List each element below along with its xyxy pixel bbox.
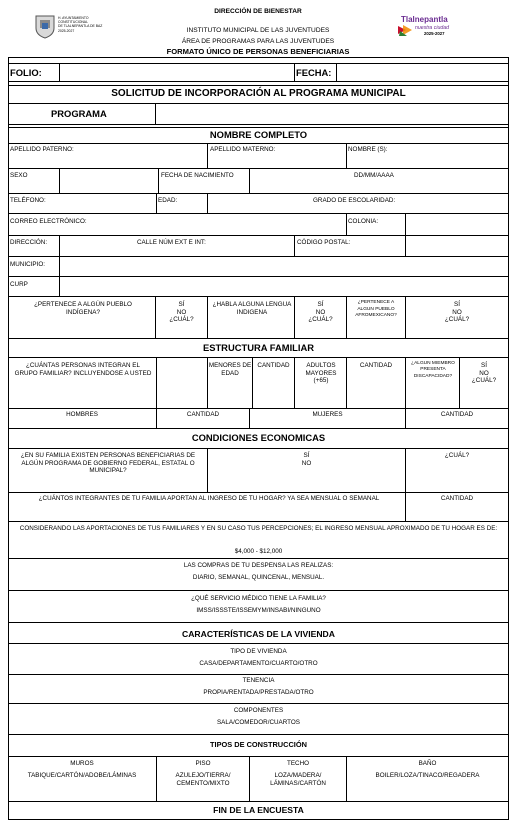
beneficiarias-cual-label: ¿CUÁL? <box>444 452 470 459</box>
edad-label: EDAD: <box>158 197 178 204</box>
tipo-vivienda-label: TIPO DE VIVIENDA <box>230 648 287 655</box>
programa-label: PROGRAMA <box>51 108 107 119</box>
correo-label: CORREO ELECTRÓNICO: <box>10 218 87 225</box>
formato-title: FORMATO ÚNICO DE PERSONAS BENEFICIARIAS <box>166 47 350 56</box>
ingreso-range[interactable]: $4,000 - $12,000 <box>234 548 283 555</box>
vivienda-section-title: CARACTERÍSTICAS DE LA VIVIENDA <box>182 629 335 639</box>
nombres-label: NOMBRE (S): <box>348 146 388 153</box>
area-title: ÁREA DE PROGRAMAS PARA LAS JUVENTUDES <box>181 38 335 45</box>
compras-options[interactable]: DIARIO, SEMANAL, QUINCENAL, MENSUAL. <box>192 574 325 581</box>
integrantes-cantidad-label: CANTIDAD <box>440 495 474 502</box>
escolaridad-label: GRADO DE ESCOLARIDAD: <box>313 197 396 204</box>
condiciones-section-title: CONDICIONES ECONOMICAS <box>191 432 326 443</box>
sexo-label: SEXO <box>10 172 28 179</box>
medico-question: ¿QUÉ SERVICIO MÉDICO TIENE LA FAMILIA? <box>191 595 326 602</box>
piso-options[interactable]: AZULEJO/TIERRA/ CEMENTO/MIXTO <box>175 772 231 787</box>
muros-label: MUROS <box>70 760 94 767</box>
personas-question: ¿CUÁNTAS PERSONAS INTEGRAN EL GRUPO FAMILIAR? INCLUYENDOSE A USTED <box>14 362 152 377</box>
apellido-materno-label: APELLIDO MATERNO: <box>210 146 276 153</box>
lengua-question: ¿HABLA ALGUNA LENGUA INDIGENA <box>212 301 292 316</box>
fin-encuesta: FIN DE LA ENCUESTA <box>213 805 304 815</box>
programa-field[interactable] <box>156 104 508 124</box>
tipo-vivienda-options[interactable]: CASA/DEPARTAMENTO/CUARTO/OTRO <box>199 660 318 667</box>
afro-options[interactable]: SÍ NO ¿CUÁL? <box>444 301 470 324</box>
componentes-options[interactable]: SALA/COMEDOR/CUARTOS <box>216 719 301 726</box>
direccion-title: DIRECCIÓN DE BIENESTAR <box>214 8 302 15</box>
muros-options[interactable]: TABIQUE/CARTÓN/ADOBE/LÁMINAS <box>27 772 137 779</box>
afro-question: ¿PERTENECE A ALGUN PUEBLO AFROMEXICANO? <box>355 300 397 319</box>
nombre-section-title: NOMBRE COMPLETO <box>209 129 308 140</box>
apellido-paterno-label: APELLIDO PATERNO: <box>10 146 74 153</box>
sexo-field[interactable] <box>60 169 158 193</box>
menores-label: MENORES DE EDAD <box>208 362 252 377</box>
cantidad-label-1: CANTIDAD <box>257 362 290 369</box>
municipio-label: MUNICIPIO: <box>10 261 45 268</box>
direccion-label: DIRECCIÓN: <box>10 239 48 246</box>
lengua-options[interactable]: SÍ NO ¿CUÁL? <box>308 301 333 324</box>
techo-label: TECHO <box>286 760 310 767</box>
fecha-nacimiento-label: FECHA DE NACIMIENTO <box>161 172 234 179</box>
pueblo-options[interactable]: SÍ NO ¿CUÁL? <box>169 301 194 324</box>
adultos-mayores-label: ADULTOS MAYORES (+65) <box>305 362 337 385</box>
folio-field[interactable] <box>60 64 294 81</box>
tlalnepantla-logo: Tlalnepantla nuestra ciudad 2025-2027 <box>397 15 477 43</box>
beneficiarias-question: ¿EN SU FAMILIA EXISTEN PERSONAS BENEFICIARIAS DE ALGÚN PROGRAMA DE GOBIERNO FEDERAL, ESTATAL O MUNICIPAL? <box>20 452 196 475</box>
estructura-section-title: ESTRUCTURA FAMILIAR <box>202 342 315 353</box>
codigo-postal-label: CÓDIGO POSTAL: <box>297 239 351 246</box>
pueblo-indigena-question: ¿PERTENECE A ALGÚN PUEBLO INDÍGENA? <box>34 301 132 316</box>
municipio-field[interactable] <box>60 257 508 276</box>
discapacidad-question: ¿ALGUN MIEMBRO PRESENTA DISCAPACIDAD? <box>411 361 455 379</box>
telefono-label: TELÉFONO: <box>10 197 46 204</box>
tenencia-label: TENENCIA <box>242 677 275 684</box>
mujeres-label: MUJERES <box>312 411 343 418</box>
bano-options[interactable]: BOILER/LOZA/TINACO/REGADERA <box>375 772 480 779</box>
curp-label: CURP <box>10 281 28 288</box>
date-format-hint: DD/MM/AAAA <box>354 172 394 179</box>
compras-question: LAS COMPRAS DE TU DESPENSA LAS REALIZAS: <box>183 562 334 569</box>
fecha-field[interactable] <box>337 64 508 81</box>
cantidad-mujeres-label: CANTIDAD <box>440 411 474 418</box>
techo-options[interactable]: LOZA/MADERA/ LÁMINAS/CARTÓN <box>270 772 326 787</box>
medico-options[interactable]: IMSS/ISSSTE/ISSEMYM/INSABI/NINGUNO <box>196 607 321 614</box>
instituto-title: INSTITUTO MUNICIPAL DE LAS JUVENTUDES <box>186 27 330 34</box>
piso-label: PISO <box>195 760 211 767</box>
form-title: SOLICITUD DE INCORPORACIÓN AL PROGRAMA MUNICIPAL <box>111 88 406 99</box>
componentes-label: COMPONENTES <box>233 707 284 714</box>
municipal-seal-caption: H. AYUNTAMIENTO CONSTITUCIONAL DE TLALNEPANTLA DE BAZ 2025-2027 <box>58 16 103 33</box>
construccion-section-title: TIPOS DE CONSTRUCCIÓN <box>210 740 307 749</box>
tenencia-options[interactable]: PROPIA/RENTADA/PRESTADA/OTRO <box>203 689 314 696</box>
folio-label: FOLIO: <box>10 67 42 78</box>
integrantes-question: ¿CUÁNTOS INTEGRANTES DE TU FAMILIA APORTAN AL INGRESO DE TU HOGAR? YA SEA MENSUAL O SEMANAL <box>38 495 380 502</box>
beneficiarias-options[interactable]: SÍ NO <box>301 452 312 467</box>
hombres-label: HOMBRES <box>66 411 98 418</box>
cantidad-label-2: CANTIDAD <box>359 362 393 369</box>
discapacidad-options[interactable]: SÍ NO ¿CUÁL? <box>471 362 497 385</box>
municipal-seal-logo <box>33 13 57 39</box>
fecha-label: FECHA: <box>296 67 332 78</box>
ingreso-question: CONSIDERANDO LAS APORTACIONES DE TUS FAMILIARES Y EN SU CASO TUS PERCEPCIONES; EL INGRESO MENSUAL APROXIMADO DE TU HOGAR ES DE: <box>19 525 498 532</box>
cantidad-hombres-label: CANTIDAD <box>186 411 220 418</box>
colonia-label: COLONIA: <box>348 218 379 225</box>
calle-label: CALLE NÚM EXT E INT: <box>137 239 206 246</box>
bano-label: BAÑO <box>418 760 437 767</box>
curp-field[interactable] <box>60 277 508 296</box>
